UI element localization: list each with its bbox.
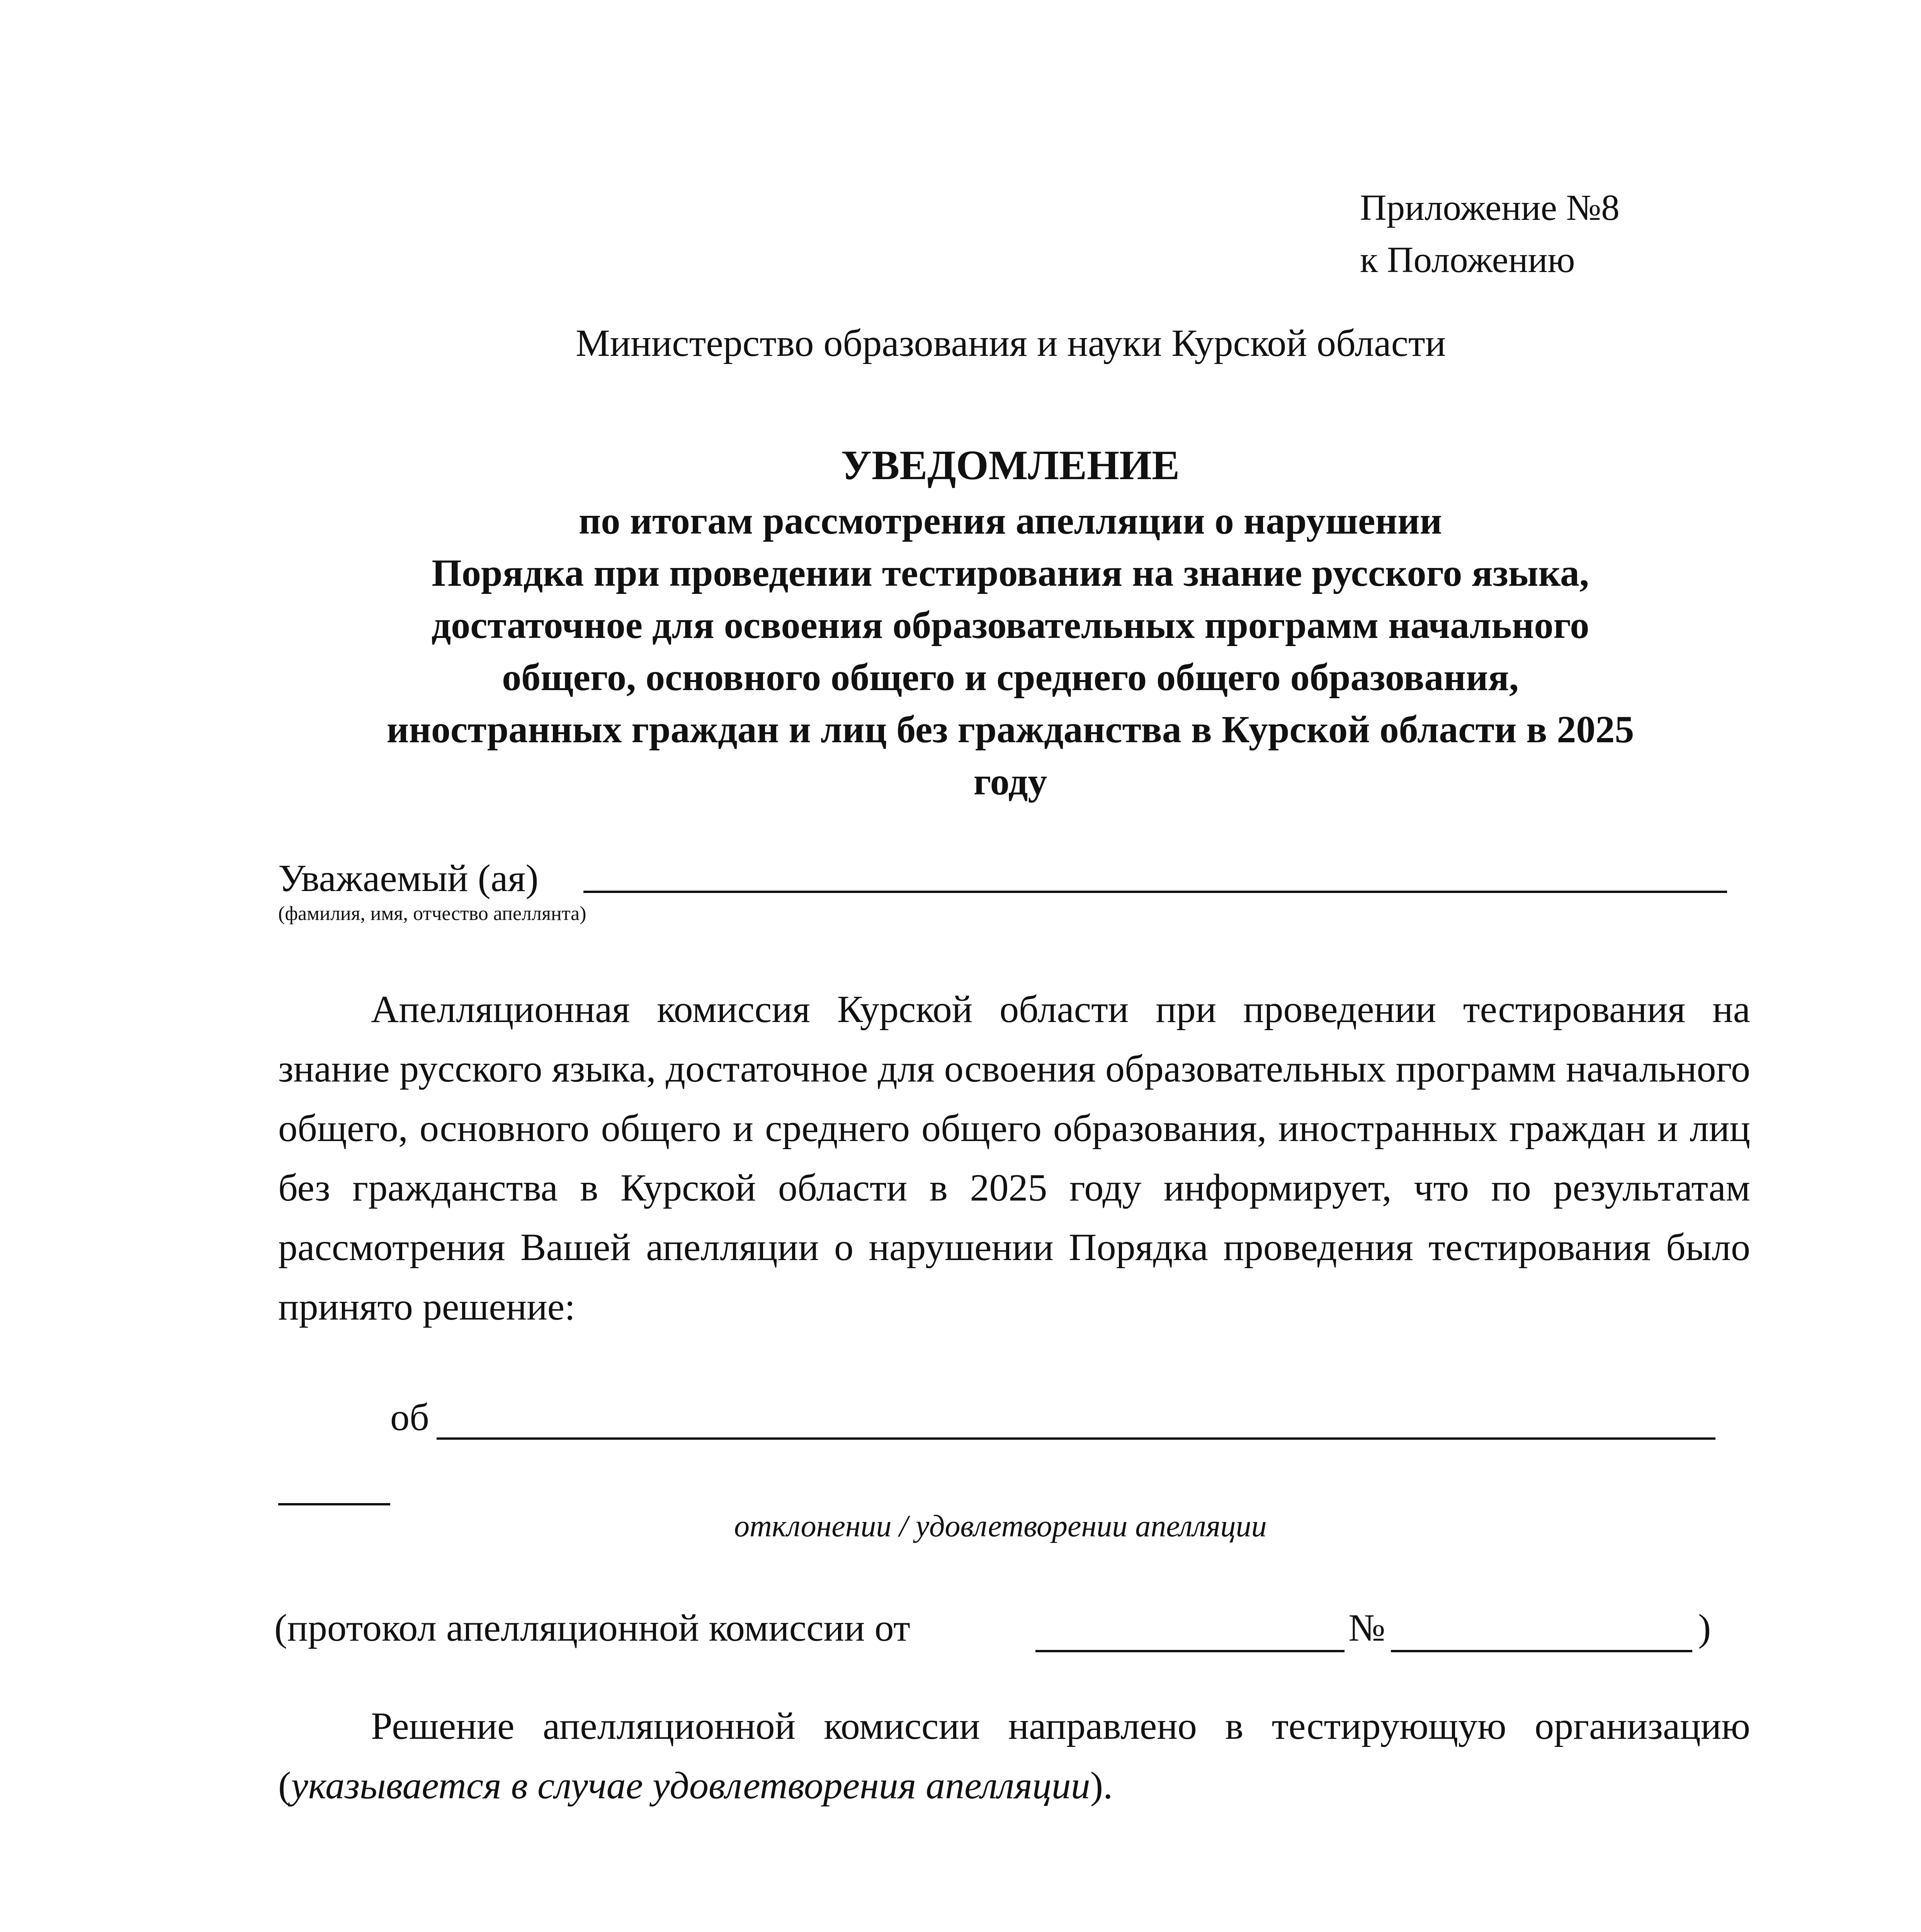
title-line-1: по итогам рассмотрения апелляции о нарушении	[578, 499, 1442, 542]
decision-sent-end: ).	[1090, 1764, 1113, 1807]
title-line-3: достаточное для освоения образовательных программ начального	[431, 604, 1590, 646]
decision-sent-start: Решение апелляционной комиссии направлено в тестирующую организацию (	[278, 1704, 1750, 1807]
addressee-name-field[interactable]	[583, 848, 1727, 893]
body-paragraph: Апелляционная комиссия Курской области при проведении тестирования на знание русского языка, достаточное для освоения образовательных программ начального общего, основного общего и среднего общего образования, иностранных граждан и лиц без гражданства в Курской области в 2025 году информирует, что по результатам рассмотрения Вашей апелляции о нарушении Порядка проведения тестирования было принято решение:	[278, 988, 1750, 1328]
decision-prefix: об	[390, 1396, 429, 1439]
appendix-header	[1360, 182, 1620, 286]
title-main: УВЕДОМЛЕНИЕ	[841, 442, 1180, 488]
decision-sent-italic: указывается в случае удовлетворения апелляции	[291, 1764, 1090, 1807]
decision-field[interactable]	[437, 1399, 1715, 1440]
title-line-4: общего, основного общего и среднего общего образования,	[502, 656, 1519, 699]
addressee-label: Уважаемый (ая)	[278, 857, 539, 900]
document-title	[270, 437, 1750, 808]
protocol-number-sign: №	[1348, 1606, 1386, 1649]
title-line-6: году	[973, 760, 1047, 803]
title-line-2: Порядка при проведении тестирования на знание русского языка,	[432, 551, 1589, 594]
decision-sent-paragraph	[278, 1696, 1750, 1815]
ministry-name: Министерство образования и науки Курской области	[575, 321, 1446, 364]
protocol-suffix: )	[1698, 1606, 1711, 1649]
decision-field-continuation[interactable]	[278, 1464, 390, 1505]
protocol-number-field[interactable]	[1391, 1609, 1692, 1652]
protocol-date-field[interactable]	[1035, 1609, 1345, 1652]
addressee-hint: (фамилия, имя, отчество апеллянта)	[278, 903, 586, 925]
appendix-number: Приложение №8	[1360, 187, 1620, 228]
decision-hint: отклонении / удовлетворении апелляции	[734, 1509, 1267, 1543]
appendix-reference: к Положению	[1360, 239, 1575, 280]
title-line-5: иностранных граждан и лиц без гражданства в Курской области в 2025	[386, 708, 1634, 751]
protocol-prefix: (протокол апелляционной комиссии от	[274, 1606, 910, 1649]
